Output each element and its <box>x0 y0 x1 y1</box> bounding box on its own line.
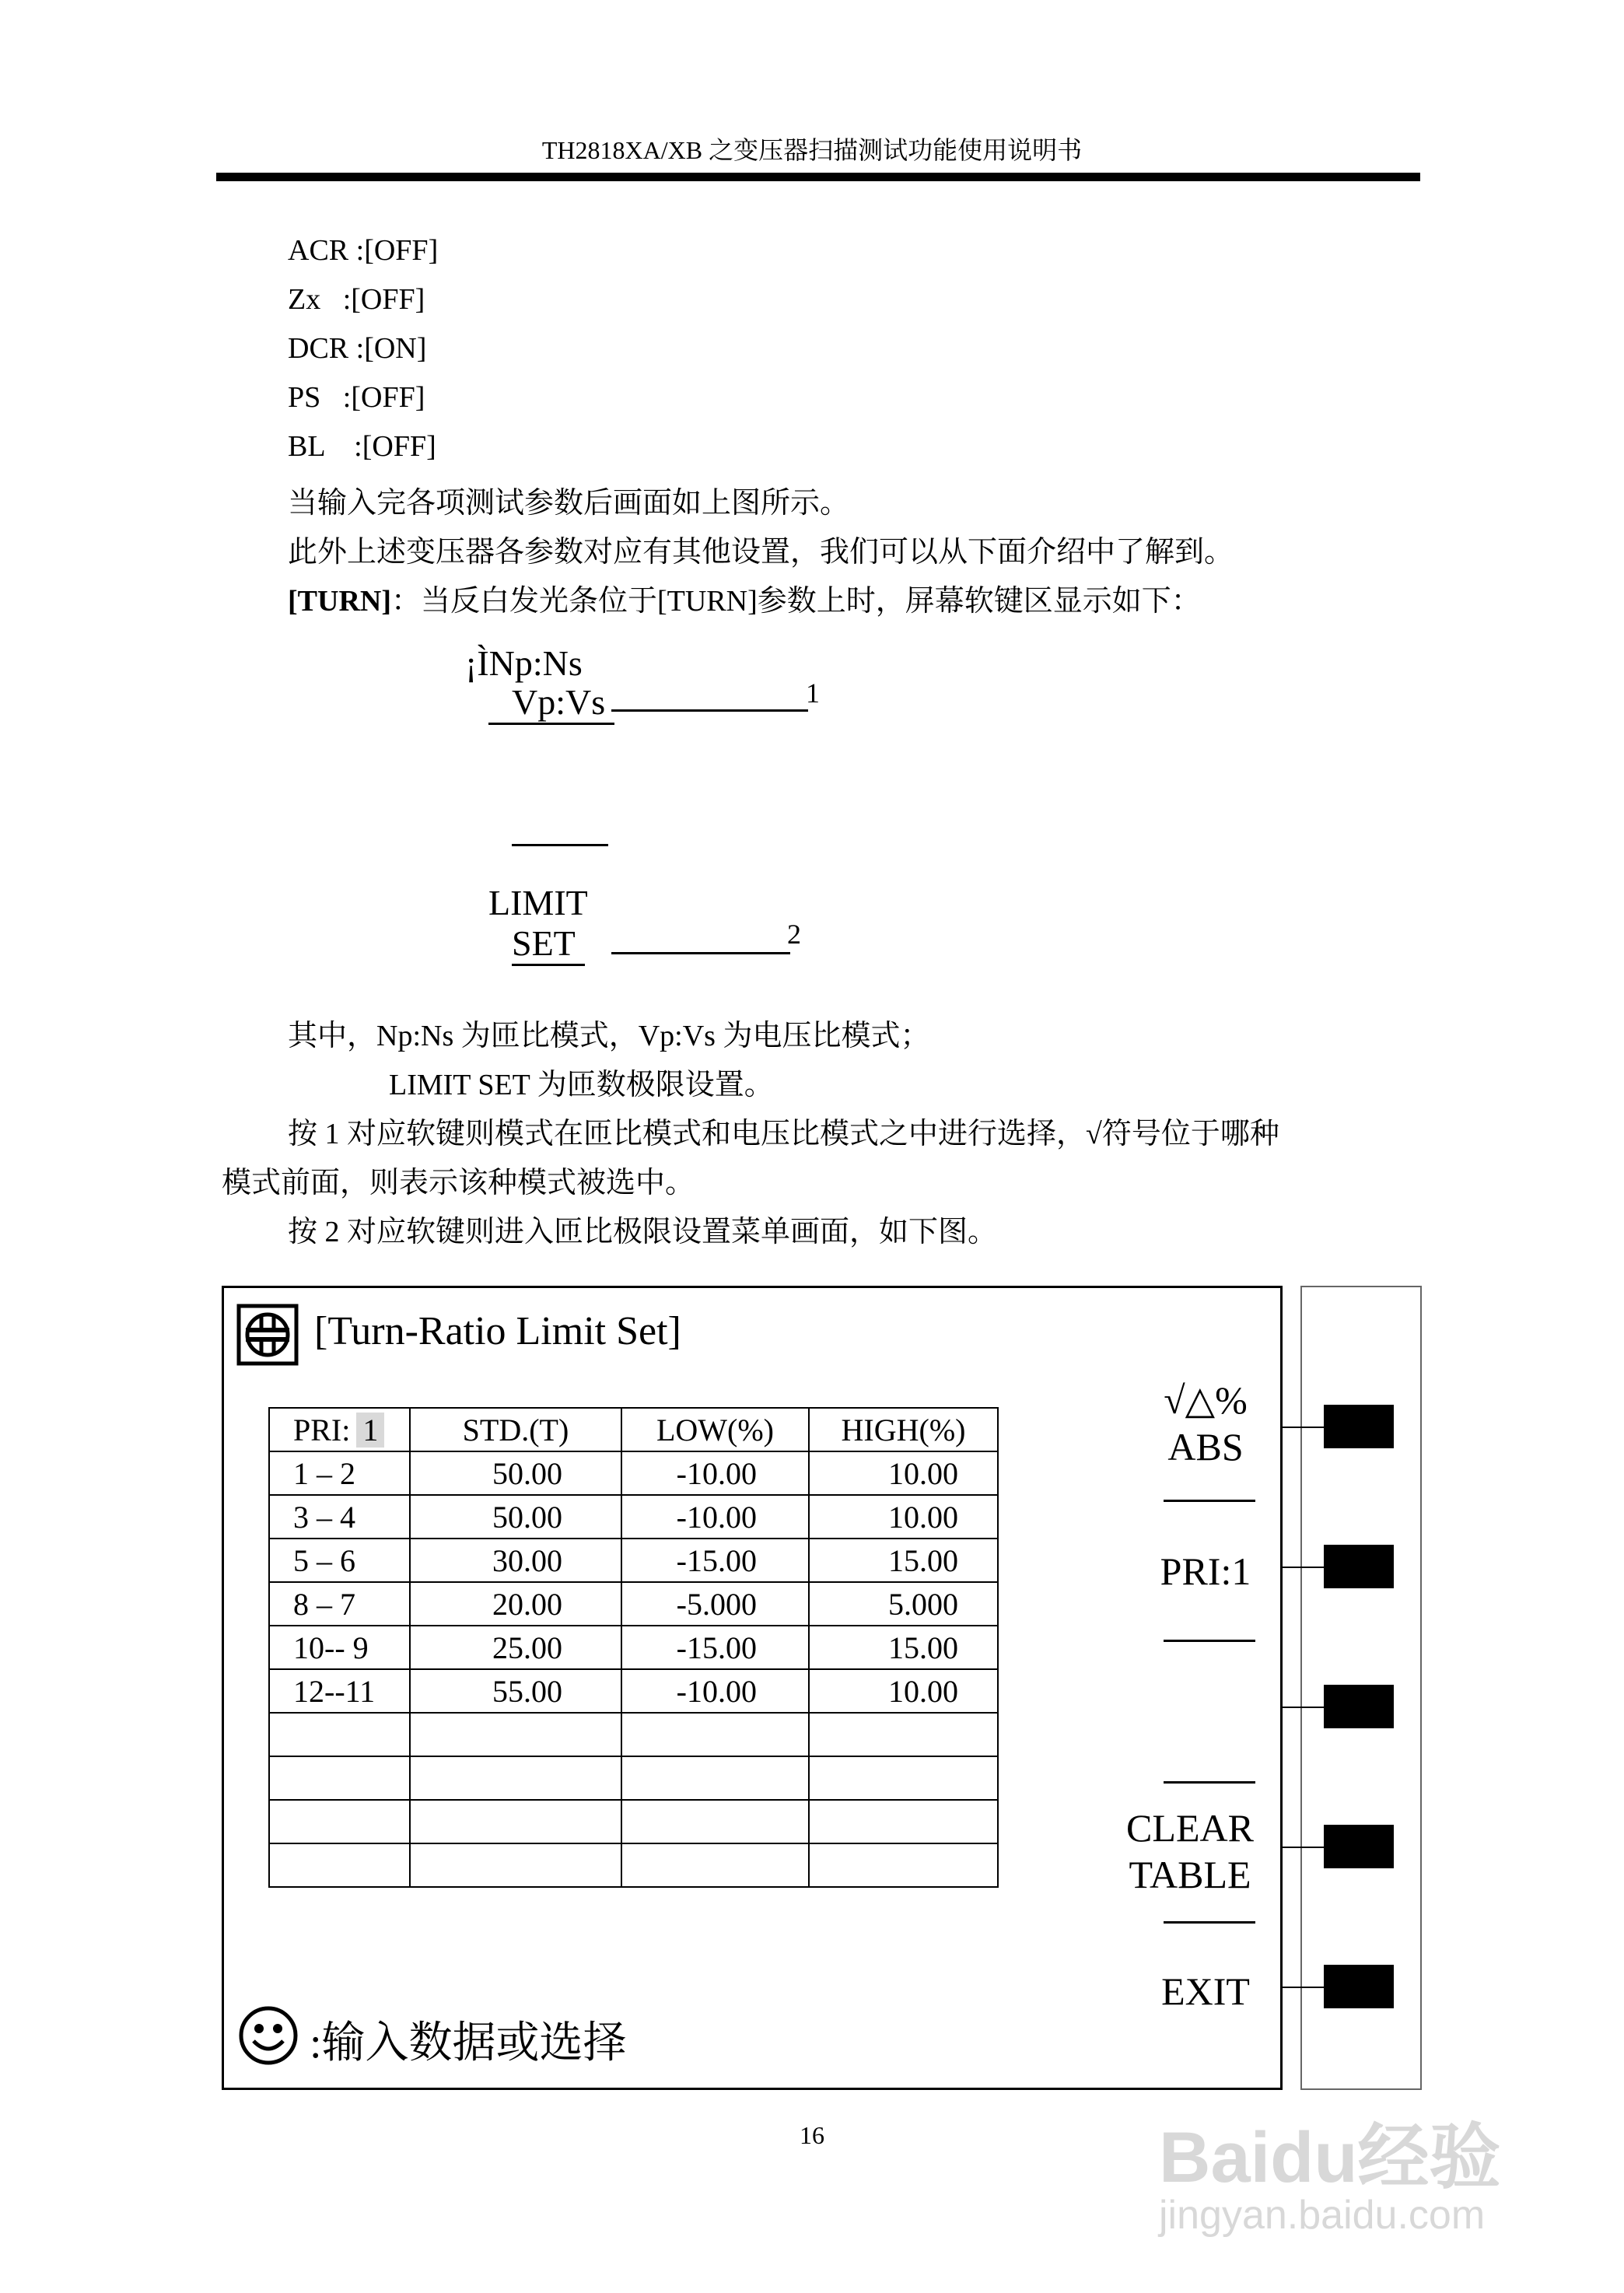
paragraph-7: 按 2 对应软键则进入匝比极限设置菜单画面，如下图。 <box>288 1216 998 1248</box>
param-zx: Zx :[OFF] <box>288 283 425 316</box>
table-row-empty[interactable] <box>269 1843 998 1887</box>
param-ps: PS :[OFF] <box>288 381 425 414</box>
diagram-key2-number: 2 <box>787 919 801 950</box>
table-row[interactable] <box>269 1451 998 1495</box>
limit-table <box>268 1407 999 1888</box>
cell-std[interactable]: 30.00 <box>410 1539 621 1582</box>
cell-std[interactable]: 20.00 <box>410 1582 621 1626</box>
cell-std[interactable]: 50.00 <box>410 1495 621 1539</box>
cell-winding[interactable]: 5 – 6 <box>269 1539 410 1582</box>
cell-winding[interactable]: 3 – 4 <box>269 1495 410 1539</box>
table-header-row <box>269 1408 998 1451</box>
softkey-divider-1 <box>1164 1500 1255 1502</box>
cell-std[interactable]: 50.00 <box>410 1451 621 1495</box>
document-header-title: TH2818XA/XB 之变压器扫描测试功能使用说明书 <box>541 136 1083 164</box>
cell-high[interactable]: 10.00 <box>809 1669 998 1713</box>
softkey-2-label: PRI:1 <box>1160 1549 1251 1593</box>
cell-std[interactable]: 25.00 <box>410 1626 621 1669</box>
cell-low[interactable]: -5.000 <box>621 1582 809 1626</box>
param-dcr: DCR :[ON] <box>288 332 427 365</box>
header-high: HIGH(%) <box>809 1408 998 1451</box>
table-row-empty[interactable] <box>269 1756 998 1800</box>
paragraph-1: 当输入完各项测试参数后画面如上图所示。 <box>288 487 850 520</box>
table-row[interactable] <box>269 1539 998 1582</box>
paragraph-2: 此外上述变压器各参数对应有其他设置，我们可以从下面介绍中了解到。 <box>288 536 1234 569</box>
cell-high[interactable]: 10.00 <box>809 1495 998 1539</box>
paragraph-5: LIMIT SET 为匝数极限设置。 <box>389 1069 774 1101</box>
diagram-key1-line1: ¡ÌNp:Ns <box>465 643 583 683</box>
table-row[interactable] <box>269 1495 998 1539</box>
softkey-2-button[interactable] <box>1324 1545 1394 1588</box>
param-bl: BL :[OFF] <box>288 430 436 463</box>
watermark-brand: Baidu经验 <box>1159 2118 1501 2197</box>
table-row[interactable] <box>269 1582 998 1626</box>
watermark-url: jingyan.baidu.com <box>1159 2193 1486 2238</box>
softkey-connector-2 <box>1283 1567 1325 1568</box>
softkey-connector-1 <box>1283 1427 1325 1428</box>
table-row-empty[interactable] <box>269 1713 998 1756</box>
header-std: STD.(T) <box>410 1408 621 1451</box>
softkey-connector-4 <box>1283 1847 1325 1848</box>
diagram-key1-line2: Vp:Vs <box>488 681 614 725</box>
cell-winding[interactable]: 1 – 2 <box>269 1451 410 1495</box>
diagram-divider <box>512 844 608 846</box>
softkey-connector-5 <box>1283 1987 1325 1988</box>
softkey-5-label: EXIT <box>1161 1969 1250 2013</box>
cell-low[interactable]: -15.00 <box>621 1539 809 1582</box>
cell-winding[interactable]: 12--11 <box>269 1669 410 1713</box>
paragraph-6b: 模式前面，则表示该种模式被选中。 <box>222 1167 695 1199</box>
menu-icon <box>236 1304 299 1366</box>
softkey-1-label: √△% ABS <box>1164 1378 1248 1469</box>
paragraph-4: 其中，Np:Ns 为匝比模式，Vp:Vs 为电压比模式； <box>288 1020 930 1052</box>
table-row[interactable] <box>269 1626 998 1669</box>
page-number: 16 <box>800 2121 824 2149</box>
softkey-1-button[interactable] <box>1324 1405 1394 1448</box>
cell-high[interactable]: 5.000 <box>809 1582 998 1626</box>
cell-high[interactable]: 15.00 <box>809 1539 998 1582</box>
cell-winding[interactable]: 8 – 7 <box>269 1582 410 1626</box>
header-pri[interactable]: PRI: 1 <box>269 1408 410 1451</box>
diagram-key2-leader <box>611 952 790 954</box>
softkey-4-button[interactable] <box>1324 1825 1394 1868</box>
cell-winding[interactable]: 10-- 9 <box>269 1626 410 1669</box>
diagram-key2-line2: SET <box>512 922 585 966</box>
param-acr: ACR :[OFF] <box>288 234 439 267</box>
diagram-key1-number: 1 <box>806 677 820 709</box>
softkey-divider-4 <box>1164 1921 1255 1924</box>
header-low: LOW(%) <box>621 1408 809 1451</box>
softkey-4-label: CLEAR TABLE <box>1126 1806 1254 1896</box>
diagram-key2-line1: LIMIT <box>488 883 588 922</box>
softkey-divider-2 <box>1164 1640 1255 1642</box>
status-message: :输入数据或选择 <box>310 2019 627 2067</box>
smiley-icon <box>238 2005 299 2066</box>
cell-low[interactable]: -10.00 <box>621 1495 809 1539</box>
paragraph-3: [TURN]：当反白发光条位于[TURN]参数上时，屏幕软键区显示如下： <box>288 585 1201 618</box>
softkey-5-button[interactable] <box>1324 1965 1394 2008</box>
table-row[interactable] <box>269 1669 998 1713</box>
cell-low[interactable]: -15.00 <box>621 1626 809 1669</box>
header-rule <box>216 173 1420 181</box>
paragraph-6a: 按 1 对应软键则模式在匝比模式和电压比模式之中进行选择，√符号位于哪种 <box>288 1118 1279 1150</box>
cell-high[interactable]: 15.00 <box>809 1626 998 1669</box>
softkey-connector-3 <box>1283 1707 1325 1708</box>
cell-high[interactable]: 10.00 <box>809 1451 998 1495</box>
diagram-key1-leader <box>611 709 808 712</box>
table-row-empty[interactable] <box>269 1800 998 1843</box>
cell-low[interactable]: -10.00 <box>621 1669 809 1713</box>
cell-std[interactable]: 55.00 <box>410 1669 621 1713</box>
softkey-divider-3 <box>1164 1781 1255 1784</box>
screen-title: [Turn-Ratio Limit Set] <box>314 1309 681 1353</box>
softkey-3-button[interactable] <box>1324 1685 1394 1728</box>
cell-low[interactable]: -10.00 <box>621 1451 809 1495</box>
